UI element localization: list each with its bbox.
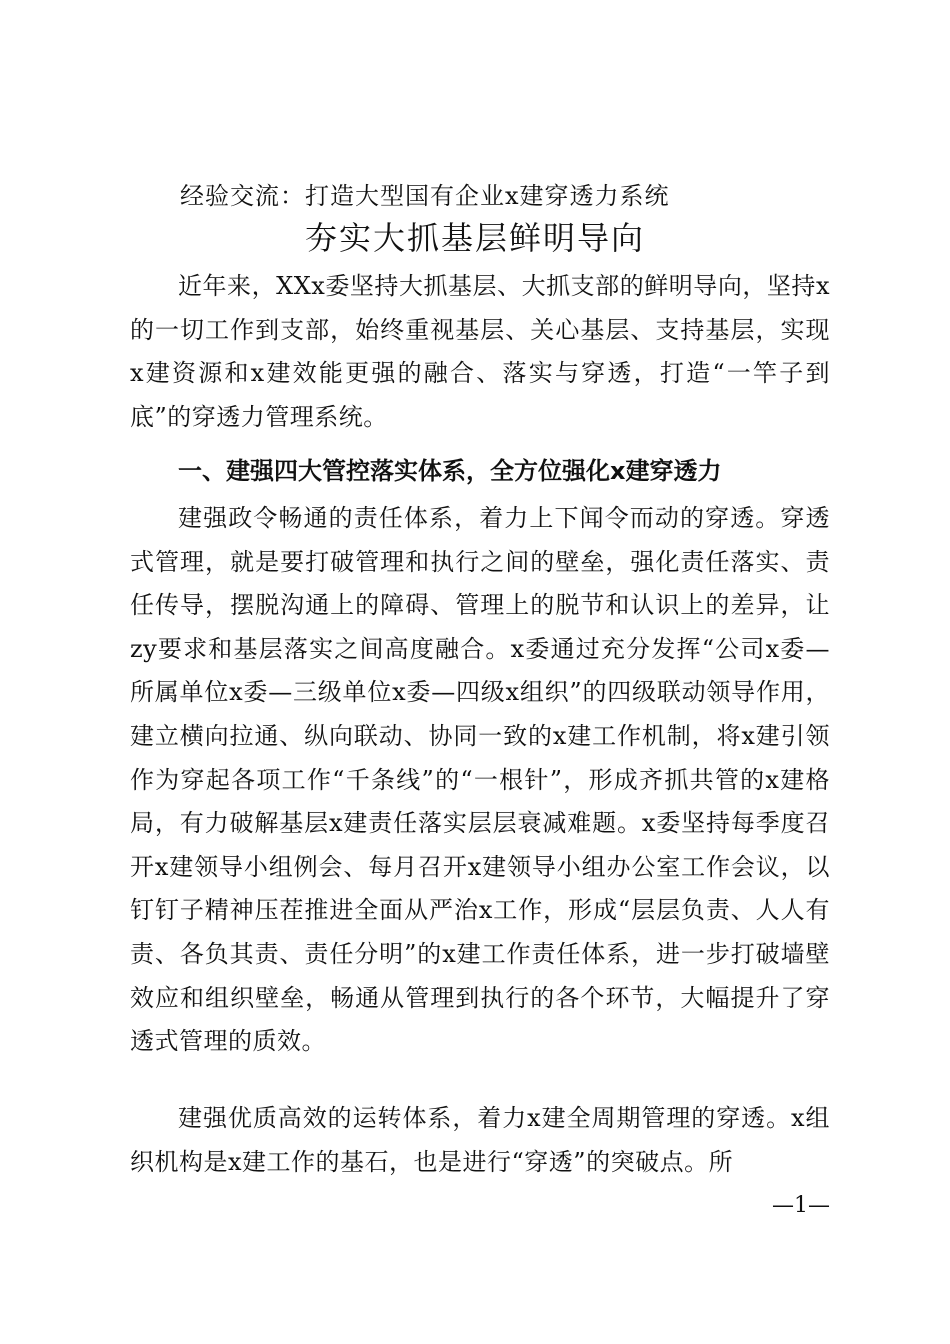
page-number: —1— xyxy=(772,1193,830,1218)
document-supertitle: 经验交流：打造大型国有企业x建穿透力系统 xyxy=(180,182,670,210)
section-1-paragraph-1: 建强政令畅通的责任体系，着力上下闻令而动的穿透。穿透式管理，就是要打破管理和执行之间的壁垒，强化责任落实、责任传导，摆脱沟通上的障碍、管理上的脱节和认识上的差异，让zy要求和基层落实之间高度融合。x委通过充分发挥“公司x委—所属单位x委—三级单位x委—四级x组织”的四级联动领导作用，建立横向拉通、纵向联动、协同一致的x建工作机制，将x建引领作为穿起各项工作“千条线”的“一根针”，形成齐抓共管的x建格局，有力破解基层x建责任落实层层衰减难题。x委坚持每季度召开x建领导小组例会、每月召开x建领导小组办公室工作会议，以钉钉子精神压茬推进全面从严治x工作，形成“层层负责、人人有责、各负其责、责任分明”的x建工作责任体系，进一步打破墙壁效应和组织壁垒，畅通从管理到执行的各个环节，大幅提升了穿透式管理的质效。 xyxy=(130,504,830,1056)
intro-paragraph: 近年来，XXx委坚持大抓基层、大抓支部的鲜明导向，坚持x的一切工作到支部，始终重视基层、关心基层、支持基层，实现x建资源和x建效能更强的融合、落实与穿透，打造“一竿子到底”的穿透力管理系统。 xyxy=(130,272,830,431)
document-title: 夯实大抓基层鲜明导向 xyxy=(304,219,645,257)
section-1-paragraph-2: 建强优质高效的运转体系，着力x建全周期管理的穿透。x组织机构是x建工作的基石，也是进行“穿透”的突破点。所 xyxy=(130,1104,830,1176)
section-heading-1: 一、建强四大管控落实体系，全方位强化x建穿透力 xyxy=(178,457,722,485)
